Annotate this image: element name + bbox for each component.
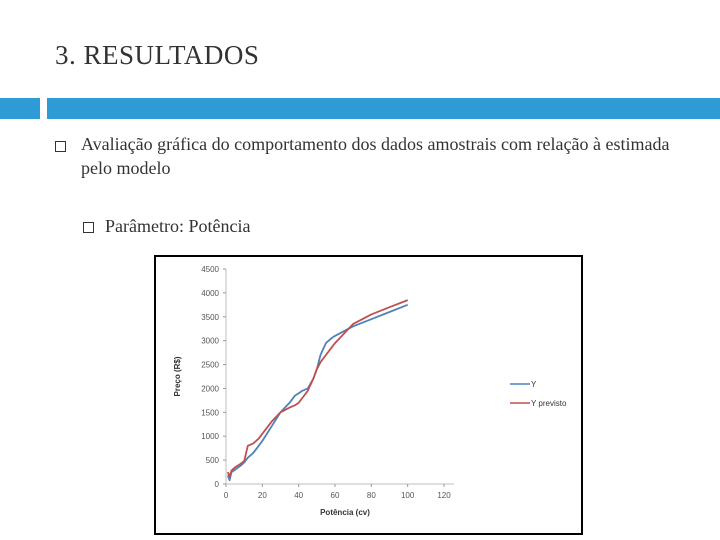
- y-tick-label: 1500: [201, 408, 219, 418]
- y-tick-label: 1000: [201, 432, 219, 442]
- line-chart: [156, 257, 581, 533]
- legend-label: Y: [531, 380, 537, 389]
- x-tick-label: 120: [437, 491, 451, 500]
- y-tick-label: 0: [214, 480, 219, 489]
- bullet-text-main: Avaliação gráfica do comportamento dos dados amostrais com relação à estimada pelo modelo: [81, 134, 670, 178]
- square-bullet-icon: [83, 222, 94, 233]
- slide-title: 3. RESULTADOS: [55, 40, 260, 70]
- title-accent-bar: [47, 98, 720, 119]
- square-bullet-icon: [55, 141, 66, 152]
- y-tick-label: 500: [205, 456, 219, 466]
- y-tick-label: 2000: [201, 384, 219, 394]
- y-tick-label: 3500: [201, 312, 219, 322]
- y-tick-label: 4000: [201, 288, 219, 298]
- x-tick-label: 100: [400, 491, 415, 500]
- y-tick-label: 4500: [201, 265, 219, 274]
- x-tick-label: 0: [223, 491, 229, 500]
- bullet-text-sub: Parâmetro: Potência: [105, 216, 251, 236]
- x-tick-label: 20: [257, 491, 267, 500]
- series-line-y: [228, 305, 408, 480]
- y-tick-label: 3000: [201, 336, 219, 346]
- x-tick-label: 80: [366, 491, 376, 500]
- x-axis-label: Potência (cv): [320, 508, 370, 517]
- title-accent-bar-left: [0, 98, 40, 119]
- x-tick-label: 60: [330, 491, 340, 500]
- x-tick-label: 40: [294, 491, 304, 500]
- y-axis-label: Preço (R$): [173, 356, 182, 397]
- chart-frame: [154, 255, 583, 535]
- legend-label: Y previsto: [531, 399, 567, 408]
- y-tick-label: 2500: [201, 360, 219, 370]
